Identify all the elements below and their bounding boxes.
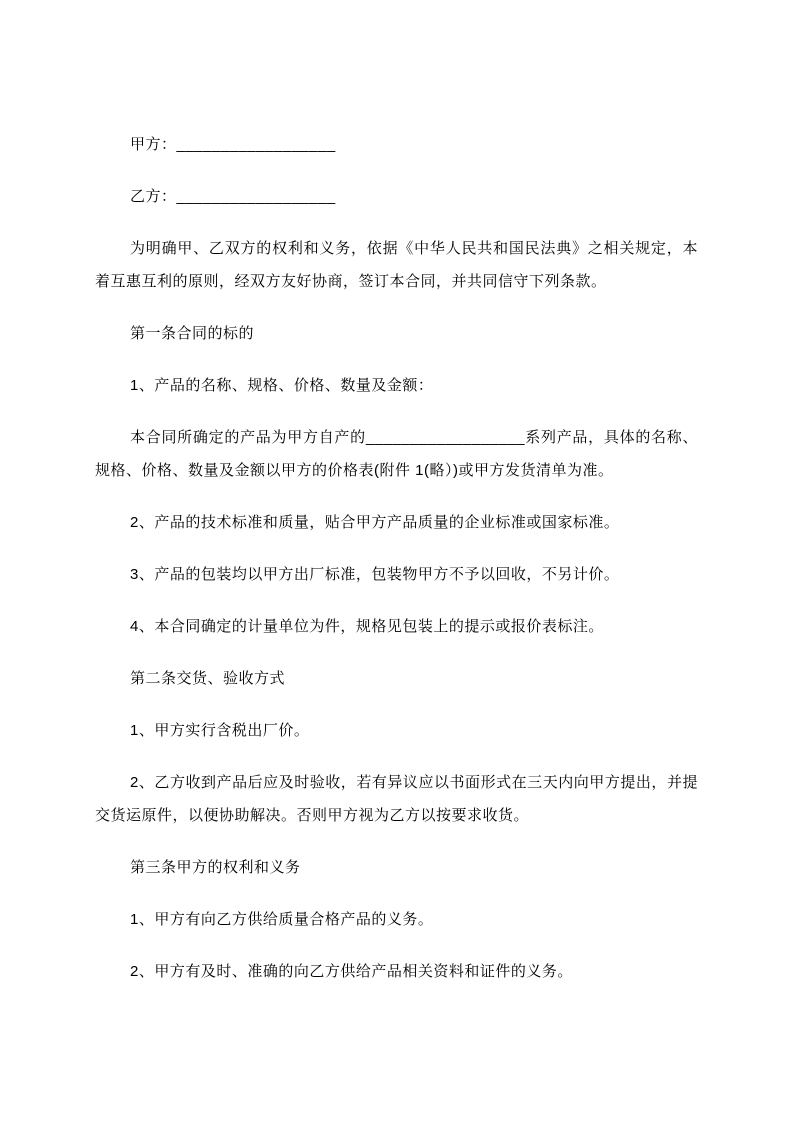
clause-2-heading: 第二条交货、验收方式 — [130, 670, 286, 687]
clause-3-heading: 第三条甲方的权利和义务 — [130, 859, 301, 876]
clause-1-item-1-body: 本合同所确定的产品为甲方自产的__________________系列产品，具体的名称、规格、价格、数量及金额以甲方的价格表(附件 1(略）)或甲方发货清单为准。 — [95, 429, 698, 479]
clause-3-item-2: 2、甲方有及时、准确的向乙方供给产品相关资料和证件的义务。 — [130, 963, 573, 980]
clause-1-item-4: 4、本合同确定的计量单位为件，规格见包装上的提示或报价表标注。 — [130, 618, 604, 635]
clause-3-item-1: 1、甲方有向乙方供给质量合格产品的义务。 — [130, 911, 434, 928]
clause-1-item-1: 1、产品的名称、规格、价格、数量及金额： — [130, 377, 434, 394]
preamble-paragraph: 为明确甲、乙双方的权利和义务，依据《中华人民共和国民法典》之相关规定，本着互惠互利的原则，经双方友好协商，签订本合同，并共同信守下列条款。 — [95, 240, 698, 290]
clause-1-item-3: 3、产品的包装均以甲方出厂标准，包装物甲方不予以回收，不另计价。 — [130, 566, 620, 583]
party-b-line: 乙方：__________________ — [130, 188, 336, 205]
party-a-line: 甲方：__________________ — [130, 136, 336, 153]
clause-2-item-2: 2、乙方收到产品后应及时验收，若有异议应以书面形式在三天内向甲方提出，并提交货运原件，以便协助解决。否则甲方视为乙方以按要求收货。 — [95, 774, 698, 824]
clause-1-item-2: 2、产品的技术标准和质量，贴合甲方产品质量的企业标准或国家标准。 — [130, 514, 620, 531]
clause-1-heading: 第一条合同的标的 — [130, 325, 255, 342]
clause-2-item-1: 1、甲方实行含税出厂价。 — [130, 722, 310, 739]
